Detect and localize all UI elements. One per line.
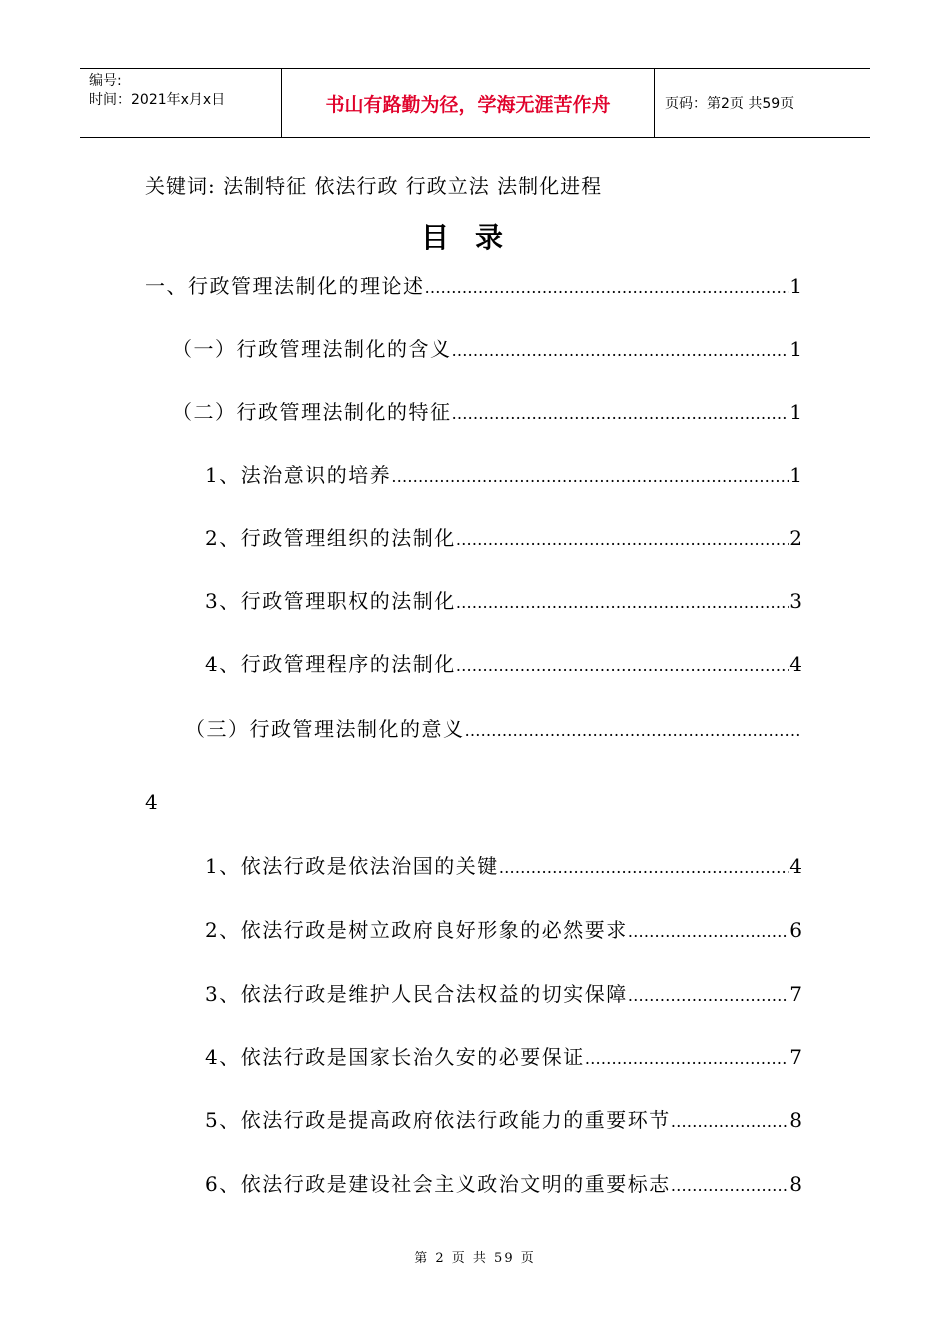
toc-leader-dots	[499, 858, 790, 877]
keywords-line: 关键词: 法制特征 依法行政 行政立法 法制化进程	[145, 174, 603, 198]
toc-entry[interactable]	[205, 648, 802, 678]
toc-entry-page: 2	[789, 526, 802, 550]
toc-entry[interactable]	[205, 1041, 802, 1071]
toc-leader-dots	[585, 1049, 790, 1068]
toc-entry-label: 3、行政管理职权的法制化	[205, 589, 456, 613]
toc-entry[interactable]	[205, 978, 802, 1008]
toc-entry[interactable]	[145, 270, 802, 300]
toc-entry[interactable]	[205, 585, 802, 615]
toc-entry[interactable]	[205, 914, 802, 944]
toc-entry-label: 一、行政管理法制化的理论述	[145, 274, 425, 298]
toc-entry-label: （二）行政管理法制化的特征	[172, 400, 452, 424]
toc-entry-page: 4	[789, 854, 802, 878]
toc-entry[interactable]	[172, 333, 802, 363]
toc-entry-page: 1	[789, 337, 802, 361]
toc-entry[interactable]	[205, 1104, 802, 1134]
header-number-label: 编号:	[89, 73, 122, 89]
toc-leader-dots	[425, 278, 790, 297]
toc-entry[interactable]	[205, 459, 802, 489]
toc-entry-label: 2、依法行政是树立政府良好形象的必然要求	[205, 918, 628, 942]
toc-entry-page: 1	[789, 274, 802, 298]
toc-entry-label: （一）行政管理法制化的含义	[172, 337, 452, 361]
toc-entry-label: 4、依法行政是国家长治久安的必要保证	[205, 1045, 585, 1069]
toc-entry[interactable]	[205, 522, 802, 552]
toc-entry-page: 8	[789, 1172, 802, 1196]
toc-entry-page: 4	[789, 652, 802, 676]
toc-entry-label: 2、行政管理组织的法制化	[205, 526, 456, 550]
toc-entry-page: 7	[789, 982, 802, 1006]
toc-entry-label: （三）行政管理法制化的意义	[185, 717, 465, 741]
toc-entry[interactable]	[172, 396, 802, 426]
toc-entry[interactable]	[205, 850, 802, 880]
toc-entry-page: 1	[789, 400, 802, 424]
toc-entry-page: 6	[789, 918, 802, 942]
toc-entry-label: 4、行政管理程序的法制化	[205, 652, 456, 676]
page-header	[80, 68, 870, 138]
toc-entry-label: 1、依法行政是依法治国的关键	[205, 854, 499, 878]
header-motto: 书山有路勤为径，学海无涯苦作舟	[282, 69, 655, 137]
toc-entry-page: 7	[789, 1045, 802, 1069]
toc-leader-dots	[456, 530, 790, 549]
header-date-label: 时间：2021年x月x日	[89, 92, 226, 108]
toc-leader-dots	[671, 1176, 790, 1195]
page-footer: 第 2 页 共 59 页	[414, 1251, 536, 1266]
toc-title: 目录	[420, 221, 529, 254]
toc-leader-dots	[452, 341, 790, 360]
toc-entry-label: 6、依法行政是建设社会主义政治文明的重要标志	[205, 1172, 671, 1196]
toc-entry-label: 5、依法行政是提高政府依法行政能力的重要环节	[205, 1108, 671, 1132]
header-page-info: 页码：第2页 共59页	[665, 96, 795, 112]
toc-leader-dots	[452, 404, 790, 423]
toc-entry[interactable]	[205, 1168, 802, 1198]
toc-leader-dots	[391, 467, 789, 486]
toc-leader-dots	[628, 986, 790, 1005]
toc-leader-dots	[456, 656, 790, 675]
toc-entry-label: 1、法治意识的培养	[205, 463, 392, 487]
toc-entry-page: 1	[789, 463, 802, 487]
toc-wrapped-page-number: 4	[145, 790, 158, 814]
toc-entry-page: 3	[789, 589, 802, 613]
header-meta	[80, 69, 282, 137]
toc-entry-label: 3、依法行政是维护人民合法权益的切实保障	[205, 982, 628, 1006]
toc-entry[interactable]	[185, 713, 802, 743]
toc-leader-dots	[671, 1112, 790, 1131]
toc-leader-dots	[456, 593, 790, 612]
toc-leader-dots	[628, 922, 790, 941]
toc-entry-page: 8	[789, 1108, 802, 1132]
toc-leader-dots	[465, 721, 803, 740]
